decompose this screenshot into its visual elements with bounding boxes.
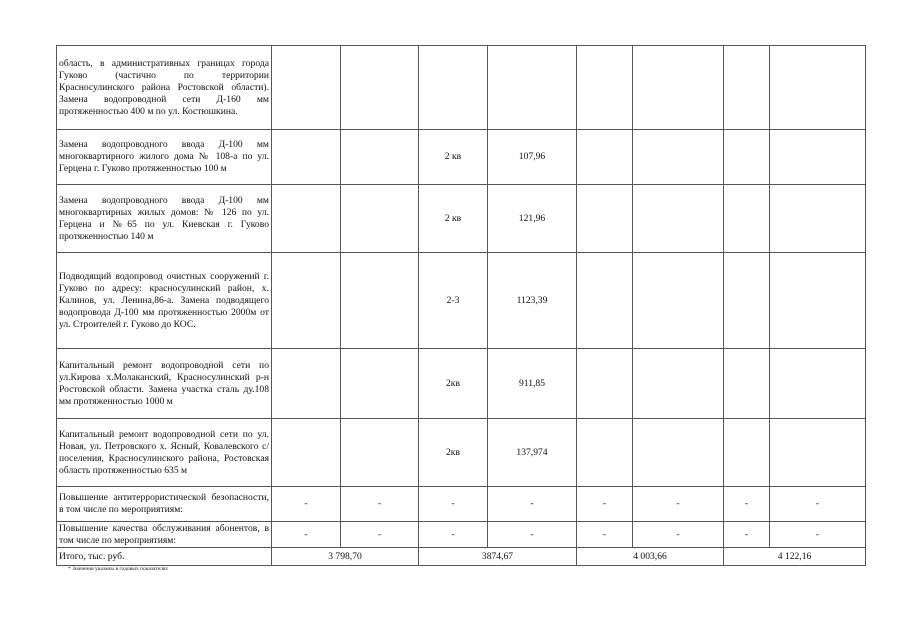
row-cost: 1123,39 xyxy=(488,253,577,349)
dash-cell: - xyxy=(341,522,419,548)
row-period: 2 кв xyxy=(419,185,488,253)
dash-cell: - xyxy=(770,487,866,522)
total-value: 4 003,66 xyxy=(577,548,724,566)
table-row xyxy=(57,419,866,487)
row-cost: 107,96 xyxy=(488,130,577,185)
footnote: * Значения указаны в годовых показателях xyxy=(68,566,169,572)
dash-cell: - xyxy=(488,487,577,522)
table-row xyxy=(57,185,866,253)
total-value: 3874,67 xyxy=(419,548,577,566)
row-period: 2кв xyxy=(419,349,488,419)
row-cost: 137,974 xyxy=(488,419,577,487)
row-description: Подводящий водопровод очистных сооружений г. Гуково по адресу: красносулинский район, х. Калинов, ул. Ленина,86-а. Замена подводящего водопровода Д-100 мм протяженностью 2000м от ул. Строителей г. Гуково до КОС. xyxy=(57,253,272,349)
dash-cell: - xyxy=(577,522,633,548)
row-description: Повышение качества обслуживания абонентов, в том числе по мероприятиям: xyxy=(57,522,272,548)
total-row xyxy=(57,548,866,566)
dash-cell: - xyxy=(724,522,770,548)
row-description: Капитальный ремонт водопроводной сети по ул. Новая, ул. Петровского х. Ясный, Ковалевского с/поселения, Красносулинского района, Ростовская область протяженностью 635 м xyxy=(57,419,272,487)
row-description: область, в административных границах города Гуково (частично по территории Красносулинского района Ростовской области). Замена водопроводной сети Д-160 мм протяженностью 400 м по ул. Костюшкина. xyxy=(57,46,272,130)
row-period: 2-3 xyxy=(419,253,488,349)
row-description: Повышение антитеррористической безопасности, в том числе по мероприятиям: xyxy=(57,487,272,522)
row-description: Замена водопроводного ввода Д-100 мм многоквартирных жилых домов: № 126 по ул. Герцена и №65 по ул. Киевская г. Гуково протяженностью 140 м xyxy=(57,185,272,253)
row-period: 2 кв xyxy=(419,130,488,185)
dash-cell: - xyxy=(419,522,488,548)
row-cost: 911,85 xyxy=(488,349,577,419)
dash-cell: - xyxy=(272,522,341,548)
total-value: 3 798,70 xyxy=(272,548,419,566)
table-row xyxy=(57,130,866,185)
row-description: Замена водопроводного ввода Д-100 мм многоквартирного жилого дома № 108-а по ул. Герцена г. Гуково протяженностью 100 м xyxy=(57,130,272,185)
table-row xyxy=(57,349,866,419)
dash-cell: - xyxy=(488,522,577,548)
row-period: 2кв xyxy=(419,419,488,487)
dash-cell: - xyxy=(633,522,724,548)
total-label: Итого, тыс. руб. xyxy=(57,548,272,566)
dash-cell: - xyxy=(633,487,724,522)
dash-cell: - xyxy=(341,487,419,522)
dash-cell: - xyxy=(770,522,866,548)
row-cost xyxy=(488,46,577,130)
dash-cell: - xyxy=(724,487,770,522)
dash-cell: - xyxy=(272,487,341,522)
row-cost: 121,96 xyxy=(488,185,577,253)
total-value: 4 122,16 xyxy=(724,548,866,566)
dash-cell: - xyxy=(577,487,633,522)
table-row xyxy=(57,253,866,349)
measures-table xyxy=(56,45,866,566)
dash-cell: - xyxy=(419,487,488,522)
table-row-dashes xyxy=(57,522,866,548)
row-period xyxy=(419,46,488,130)
table-row xyxy=(57,46,866,130)
table-row-dashes xyxy=(57,487,866,522)
row-description: Капитальный ремонт водопроводной сети по ул.Кирова х.Молаканский, Красносулинский р-н Ростовской области. Замена участка сталь ду.108 мм протяженностью 1000 м xyxy=(57,349,272,419)
